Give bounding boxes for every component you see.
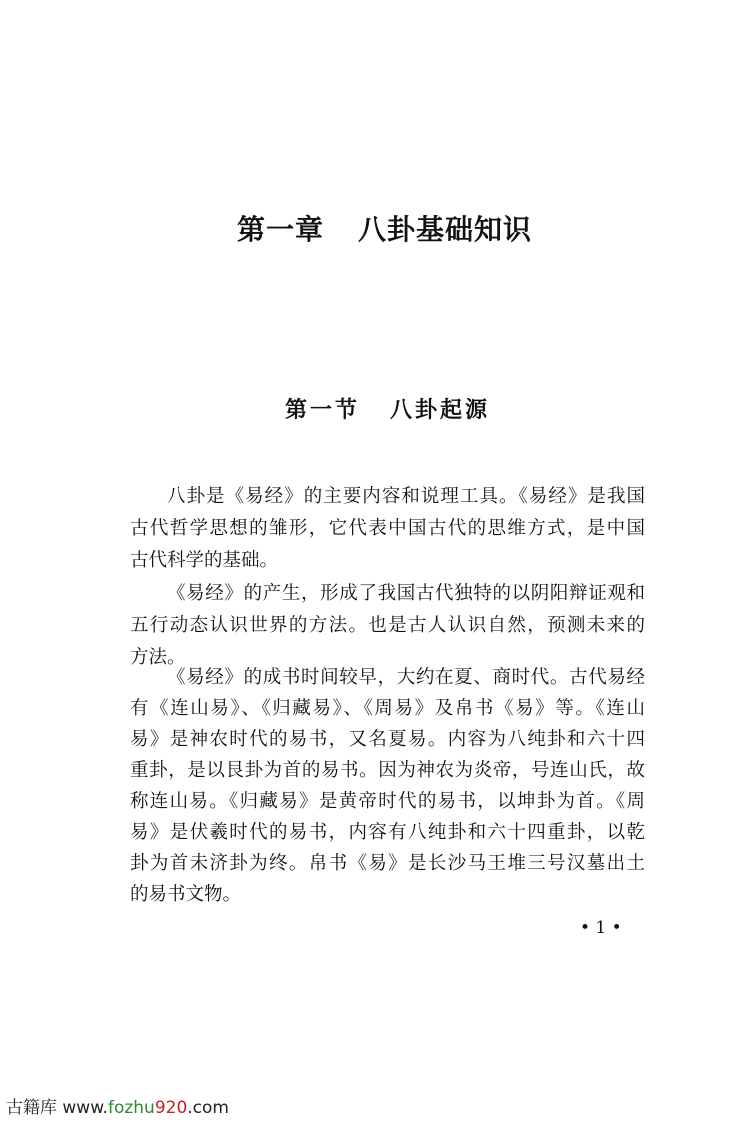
paragraph-1 — [130, 481, 645, 577]
watermark-red: 920 — [154, 1098, 188, 1118]
text-line: 易》是神农时代的易书，又名夏易。内容为八纯卦和六十四 — [130, 729, 645, 750]
text-line: 卦为首未济卦为终。帛书《易》是长沙马王堆三号汉墓出土 — [130, 853, 645, 874]
watermark — [6, 1093, 229, 1118]
chapter-number: 第一章 — [237, 213, 325, 246]
watermark-green: fozhu — [107, 1098, 155, 1118]
text-line: 古代科学的基础。 — [130, 550, 279, 571]
paragraph-3 — [130, 662, 645, 910]
chapter-name: 八卦基础知识 — [358, 213, 533, 246]
watermark-suffix: .com — [187, 1098, 229, 1118]
text-line: 易》是伏羲时代的易书，内容有八纯卦和六十四重卦，以乾 — [130, 822, 645, 843]
text-line: 称连山易。《归藏易》是黄帝时代的易书，以坤卦为首。《周 — [130, 791, 645, 812]
text-line: 的易书文物。 — [130, 884, 242, 905]
watermark-prefix: www. — [62, 1098, 108, 1118]
section-title — [285, 393, 490, 424]
text-line: 八卦是《易经》的主要内容和说理工具。《易经》是我国 — [167, 486, 645, 507]
text-line: 重卦，是以艮卦为首的易书。因为神农为炎帝，号连山氏，故 — [130, 760, 645, 781]
text-line: 五行动态认识世界的方法。也是古人认识自然，预测未来的 — [130, 615, 645, 636]
text-line: 《易经》的成书时间较早，大约在夏、商时代。古代易经 — [167, 667, 645, 688]
page-number: • 1 • — [580, 918, 622, 938]
text-line: 方法。 — [130, 647, 186, 668]
paragraph-2 — [130, 578, 645, 674]
watermark-site: 古籍库 — [6, 1098, 57, 1118]
chapter-title — [237, 208, 532, 248]
text-line: 有《连山易》、《归藏易》、《周易》及帛书《易》等。《连山 — [130, 698, 645, 719]
section-name: 八卦起源 — [390, 397, 491, 423]
text-line: 古代哲学思想的雏形，它代表中国古代的思维方式，是中国 — [130, 518, 645, 539]
section-number: 第一节 — [285, 397, 361, 423]
text-line: 《易经》的产生，形成了我国古代独特的以阴阳辩证观和 — [167, 583, 645, 604]
